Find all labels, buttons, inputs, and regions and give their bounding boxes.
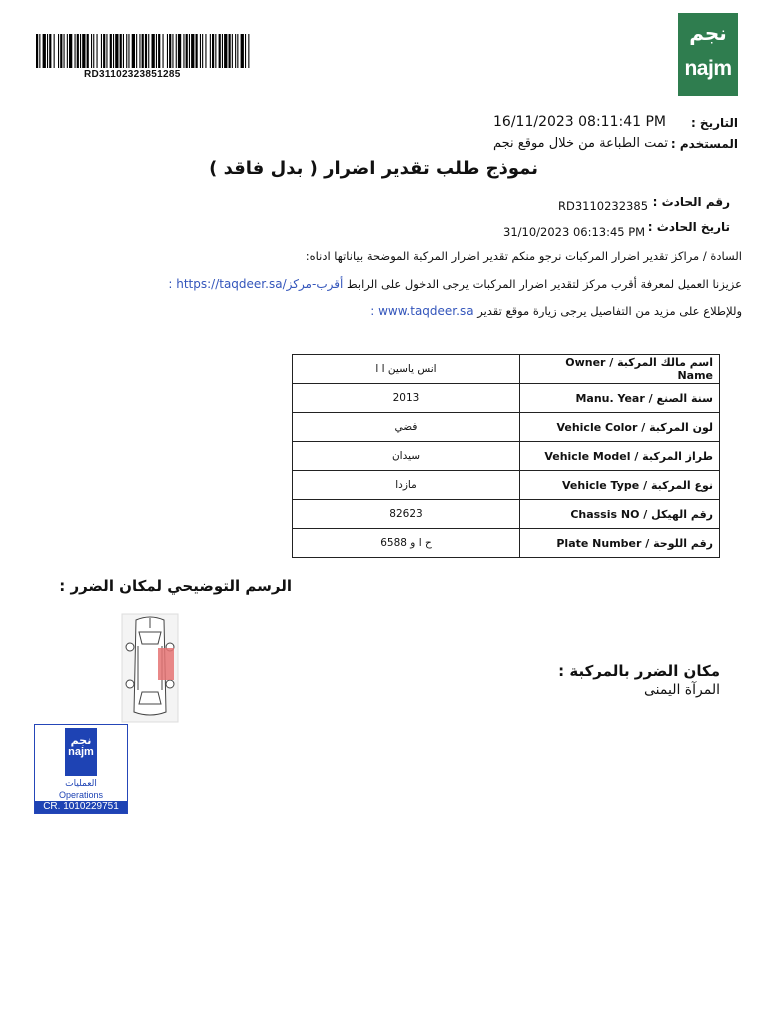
damage-location-value: المرآة اليمنى <box>643 682 720 698</box>
najm-logo <box>678 13 738 96</box>
nearest-center-line <box>168 277 742 291</box>
table-row <box>293 413 720 442</box>
car-damage-diagram <box>120 612 180 724</box>
stamp-operations-arabic: العمليات <box>65 779 97 789</box>
table-cell-label: نوع المركبة / Vehicle Type <box>520 471 720 500</box>
stamp-logo-arabic: نجم <box>70 734 92 747</box>
nearest-center-text: عزيزنا العميل لمعرفة أقرب مركز لتقدير اضرار المركبات يرجى الدخول على الرابط <box>346 277 742 291</box>
damage-highlight <box>158 648 174 680</box>
user-value: تمت الطباعة من خلال موقع نجم <box>493 136 668 151</box>
accident-date-label: تاريخ الحادث : <box>647 220 730 234</box>
table-row <box>293 529 720 558</box>
table-row <box>293 500 720 529</box>
stamp-logo <box>65 728 97 776</box>
logo-arabic: نجم <box>689 21 727 45</box>
more-info-line <box>370 304 742 318</box>
table-cell-label: اسم مالك المركبة / Owner Name <box>520 355 720 384</box>
table-cell-value: مازدا <box>293 471 520 500</box>
date-label: التاريخ : <box>690 116 738 130</box>
table-row <box>293 355 720 384</box>
table-row <box>293 471 720 500</box>
table-row <box>293 442 720 471</box>
table-cell-label: سنة الصنع / Manu. Year <box>520 384 720 413</box>
nearest-center-link[interactable]: أقرب-مركز/https://taqdeer.sa : <box>168 277 344 291</box>
table-cell-value: فضي <box>293 413 520 442</box>
barcode-number: RD31102323851285 <box>84 69 181 80</box>
table-cell-value: 82623 <box>293 500 520 529</box>
intro-line: السادة / مراكز تقدير اضرار المركبات نرجو منكم تقدير اضرار المركبة الموضحة بياناتها ادناه: <box>305 249 742 263</box>
date-value: 16/11/2023 08:11:41 PM <box>493 114 666 130</box>
accident-date-value: 31/10/2023 06:13:45 PM <box>503 225 646 239</box>
table-cell-value: سيدان <box>293 442 520 471</box>
damage-location-label: مكان الضرر بالمركبة : <box>558 662 720 680</box>
barcode <box>36 34 250 68</box>
stamp-logo-english: najm <box>68 746 94 758</box>
table-row <box>293 384 720 413</box>
taqdeer-website-link[interactable]: www.taqdeer.sa : <box>370 304 474 318</box>
logo-english: najm <box>684 57 732 80</box>
najm-operations-stamp <box>34 724 128 814</box>
stamp-cr-number: CR. 1010229751 <box>35 801 127 813</box>
table-cell-label: طراز المركبة / Vehicle Model <box>520 442 720 471</box>
user-label: المستخدم : <box>670 137 738 151</box>
table-cell-value: 6588 ح ا و <box>293 529 520 558</box>
accident-number-value: RD3110232385 <box>558 199 649 213</box>
diagram-heading: الرسم التوضيحي لمكان الضرر : <box>59 577 292 595</box>
table-cell-value: 2013 <box>293 384 520 413</box>
table-cell-label: رقم الهيكل / Chassis NO <box>520 500 720 529</box>
table-cell-label: لون المركبة / Vehicle Color <box>520 413 720 442</box>
page-title: نموذج طلب تقدير اضرار ( بدل فاقد ) <box>209 158 538 179</box>
table-cell-label: رقم اللوحة / Plate Number <box>520 529 720 558</box>
stamp-operations-english: Operations <box>58 790 104 800</box>
accident-number-label: رقم الحادث : <box>652 195 730 209</box>
vehicle-info-table <box>292 354 720 558</box>
more-info-text: وللإطلاع على مزيد من التفاصيل يرجى زيارة موقع تقدير <box>477 304 742 318</box>
table-cell-value: انس ياسين ا ا <box>293 355 520 384</box>
